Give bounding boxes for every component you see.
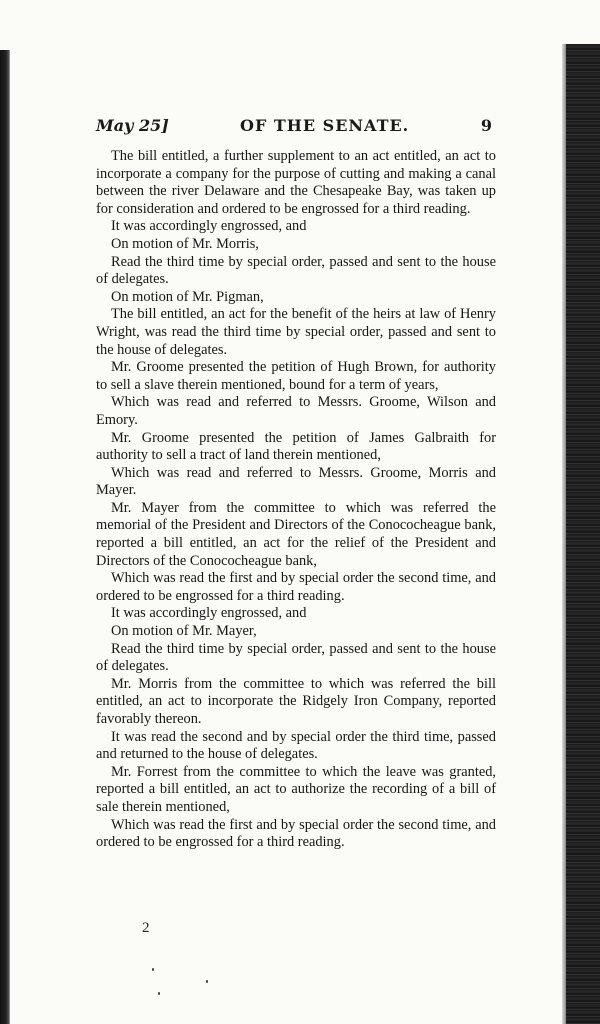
right-binding-edge [566, 44, 600, 1024]
paragraph: Read the third time by special order, passed and sent to the house of delegates. [96, 640, 496, 675]
paragraph: Read the third time by special order, passed and sent to the house of delegates. [96, 253, 496, 288]
paragraph: Which was read the first and by special order the second time, and ordered to be engrossed for a third reading. [96, 570, 496, 604]
left-binding-edge [0, 50, 10, 1024]
journal-body [96, 148, 496, 852]
paragraph: It was read the second and by special order the third time, passed and returned to the house of delegates. [96, 728, 496, 763]
running-header [96, 112, 492, 138]
paragraph: On motion of Mr. Mayer, [111, 623, 257, 640]
header-title: OF THE SENATE. [240, 116, 410, 135]
paragraph: Which was read the first and by special order the second time, and ordered to be engrossed for a third reading. [96, 816, 496, 851]
paragraph: The bill entitled, a further supplement to an act entitled, an act to incorporate a company for the purpose of cutting and making a canal between the river Delaware and the Chesapeake Bay, was taken up for consideration and ordered to be engrossed for a third reading. [96, 148, 496, 217]
paragraph: The bill entitled, an act for the benefit of the heirs at law of Henry Wright, was read the third time by special order, passed and sent to the house of delegates. [96, 306, 496, 358]
paragraph: Which was read and referred to Messrs. Groome, Morris and Mayer. [96, 464, 496, 499]
paragraph: Mr. Morris from the committee to which was referred the bill entitled, an act to incorporate the Ridgely Iron Company, reported favorably thereon. [96, 675, 496, 727]
signature-mark: 2 [142, 920, 150, 936]
header-date: May 25] [96, 116, 169, 135]
paragraph: It was accordingly engrossed, and [111, 605, 307, 622]
scan-speck [206, 980, 208, 983]
scan-speck [158, 992, 160, 995]
paragraph: Mr. Groome presented the petition of Hugh Brown, for authority to sell a slave therein mentioned, bound for a term of years, [96, 359, 496, 393]
paragraph: Mr. Forrest from the committee to which the leave was granted, reported a bill entitled, an act to authorize the recording of a bill of sale therein mentioned, [96, 763, 496, 815]
paragraph: Which was read and referred to Messrs. Groome, Wilson and Emory. [96, 394, 496, 428]
paragraph: It was accordingly engrossed, and [111, 218, 307, 235]
paragraph: On motion of Mr. Pigman, [111, 288, 264, 305]
paragraph: Mr. Groome presented the petition of James Galbraith for authority to sell a tract of land therein mentioned, [96, 429, 496, 464]
scan-speck [152, 968, 154, 971]
paragraph: On motion of Mr. Morris, [111, 235, 259, 252]
paragraph: Mr. Mayer from the committee to which was referred the memorial of the President and Directors of the Conococheague bank, reported a bill entitled, an act for the relief of the President and Directors of the Conococheague bank, [96, 499, 496, 569]
page-number: 9 [480, 116, 492, 135]
